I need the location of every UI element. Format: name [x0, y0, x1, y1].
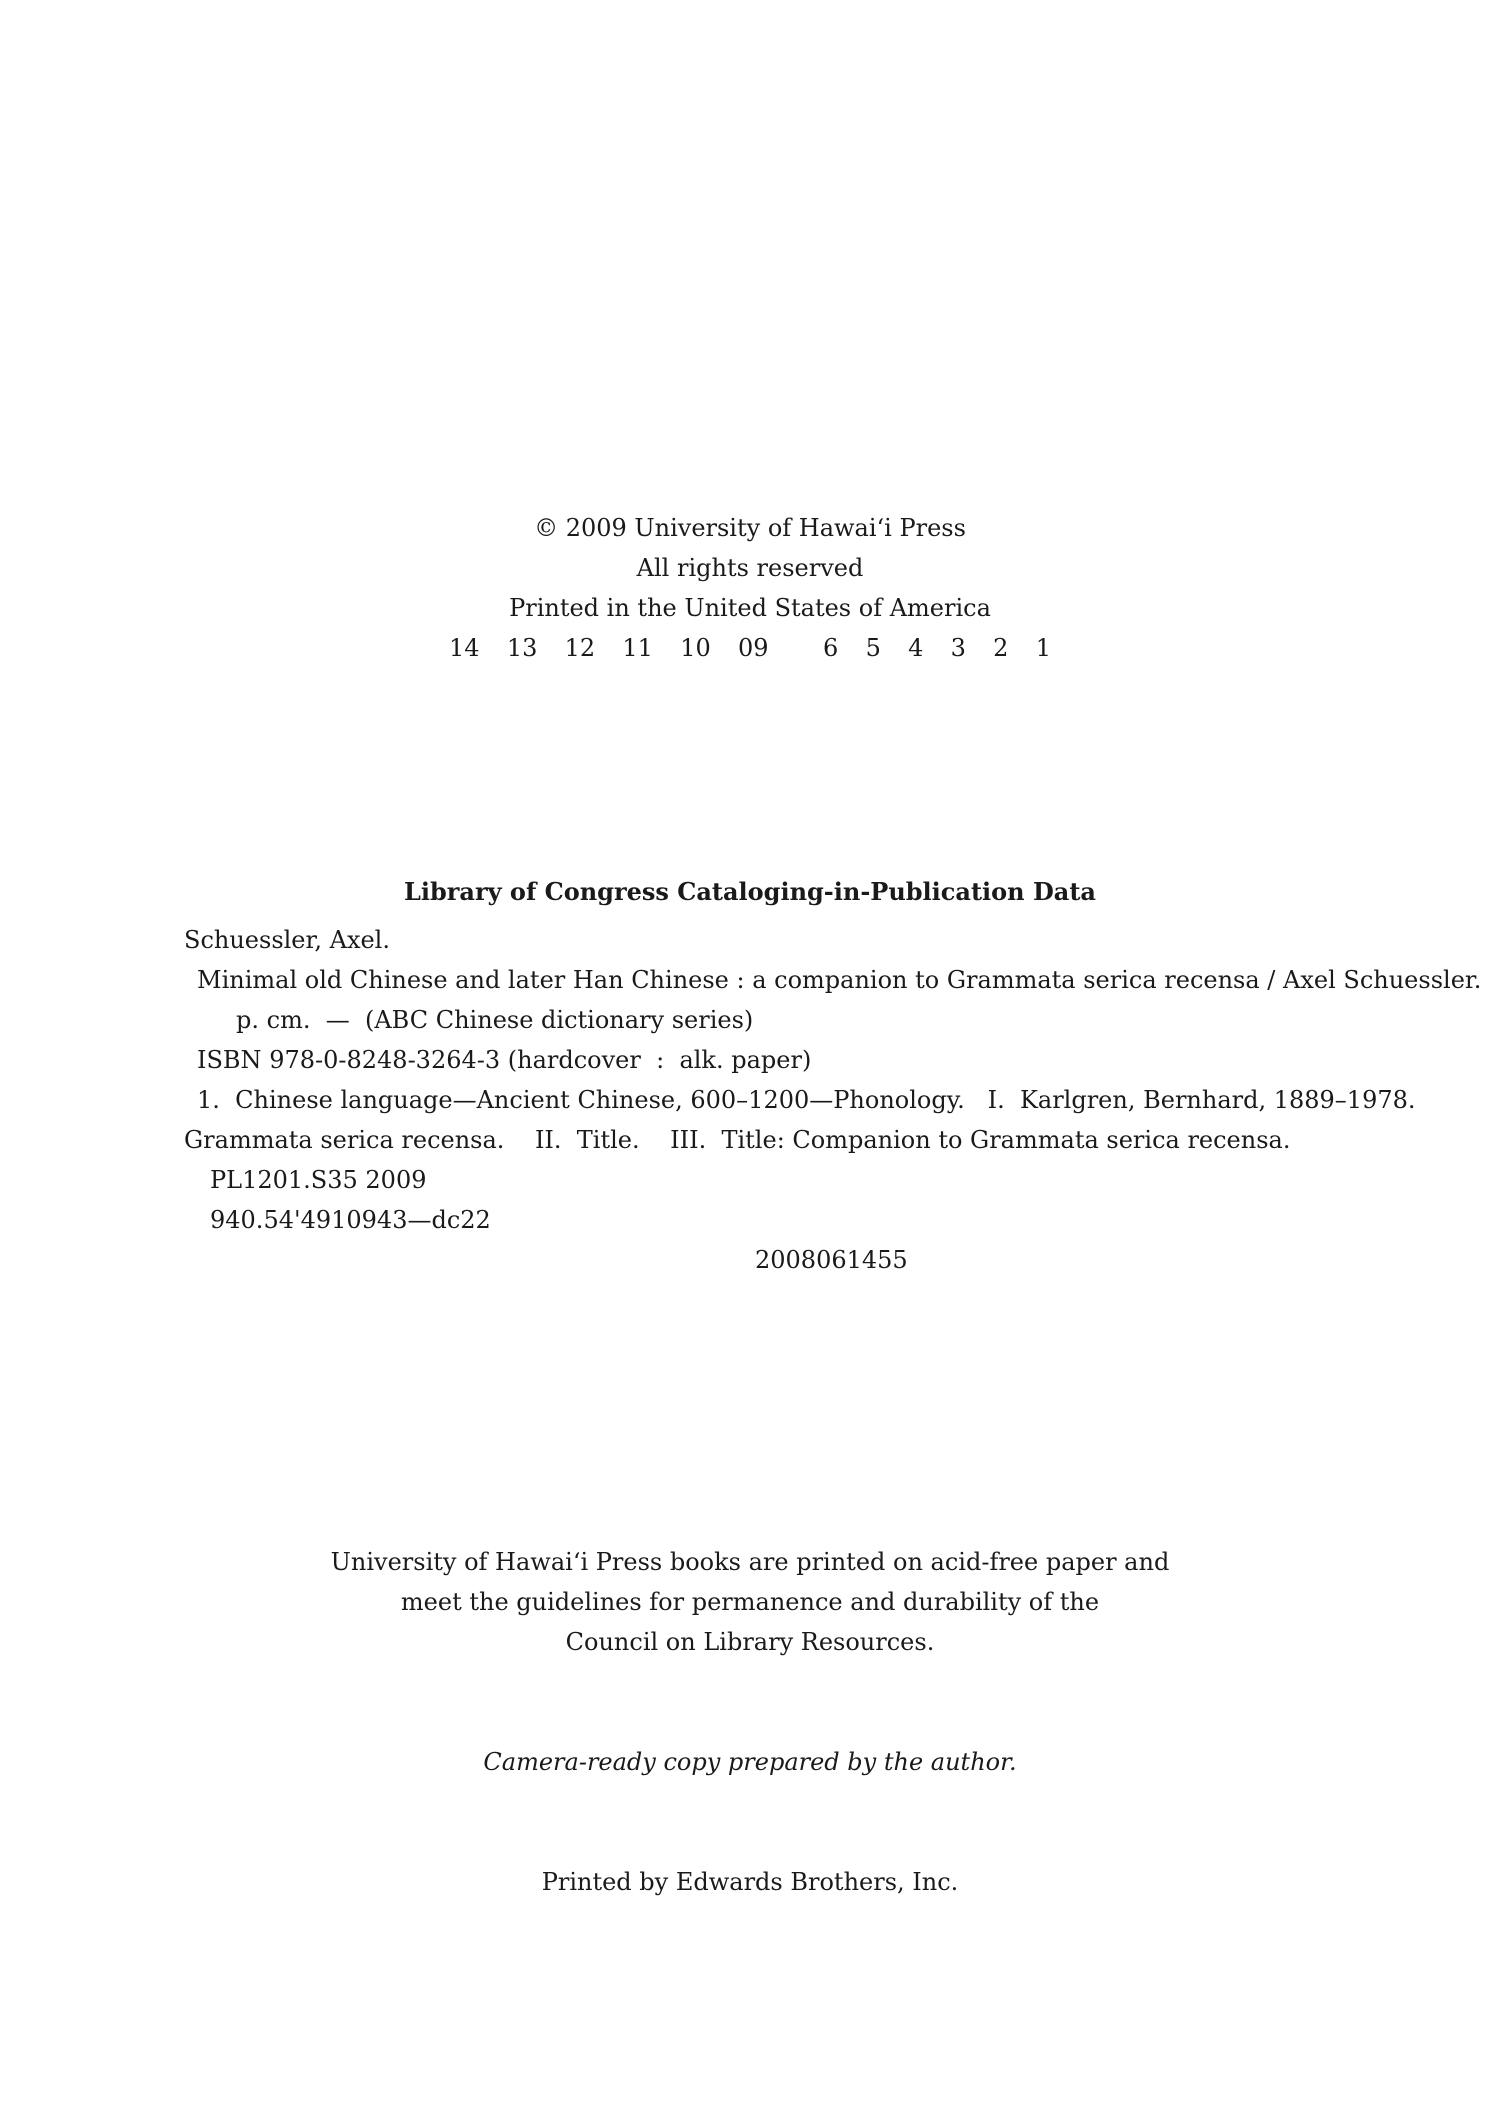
copyright-block [0, 508, 1500, 668]
paper-notice-line: meet the guidelines for permanence and durability of the [400, 1588, 1100, 1616]
paper-notice-line: Council on Library Resources. [565, 1628, 935, 1656]
paper-notice [0, 1542, 1500, 1662]
rights-reserved: All rights reserved [636, 554, 864, 582]
cip-dewey: 940.54'4910943—dc22 [210, 1206, 491, 1234]
printed-in: Printed in the United States of America [509, 594, 991, 622]
cip-physical: p. cm. — (ABC Chinese dictionary series) [236, 1006, 754, 1034]
cip-heading: Library of Congress Cataloging-in-Publication Data [404, 877, 1096, 906]
camera-ready-note: Camera-ready copy prepared by the author. [483, 1748, 1017, 1776]
cip-subjects-1: 1. Chinese language—Ancient Chinese, 600–1200—Phonology. I. Karlgren, Bernhard, 1889–1978. [197, 1086, 1416, 1114]
printing-numbers: 14 13 12 11 10 09 6 5 4 3 2 1 [449, 634, 1051, 662]
paper-notice-line: University of Hawai‘i Press books are printed on acid-free paper and [330, 1548, 1170, 1576]
printer-credit: Printed by Edwards Brothers, Inc. [541, 1868, 959, 1896]
cip-lc-class: PL1201.S35 2009 [210, 1166, 427, 1194]
cip-title: Minimal old Chinese and later Han Chinese : a companion to Grammata serica recensa / Axel Schuessler. [197, 966, 1482, 994]
cip-subjects-2: Grammata serica recensa. II. Title. III. Title: Companion to Grammata serica recensa. [184, 1126, 1291, 1154]
cip-author: Schuessler, Axel. [184, 926, 390, 954]
cip-isbn: ISBN 978-0-8248-3264-3 (hardcover : alk. paper) [197, 1046, 812, 1074]
copyright-notice: © 2009 University of Hawai‘i Press [534, 514, 966, 542]
cip-lccn: 2008061455 [755, 1246, 908, 1274]
